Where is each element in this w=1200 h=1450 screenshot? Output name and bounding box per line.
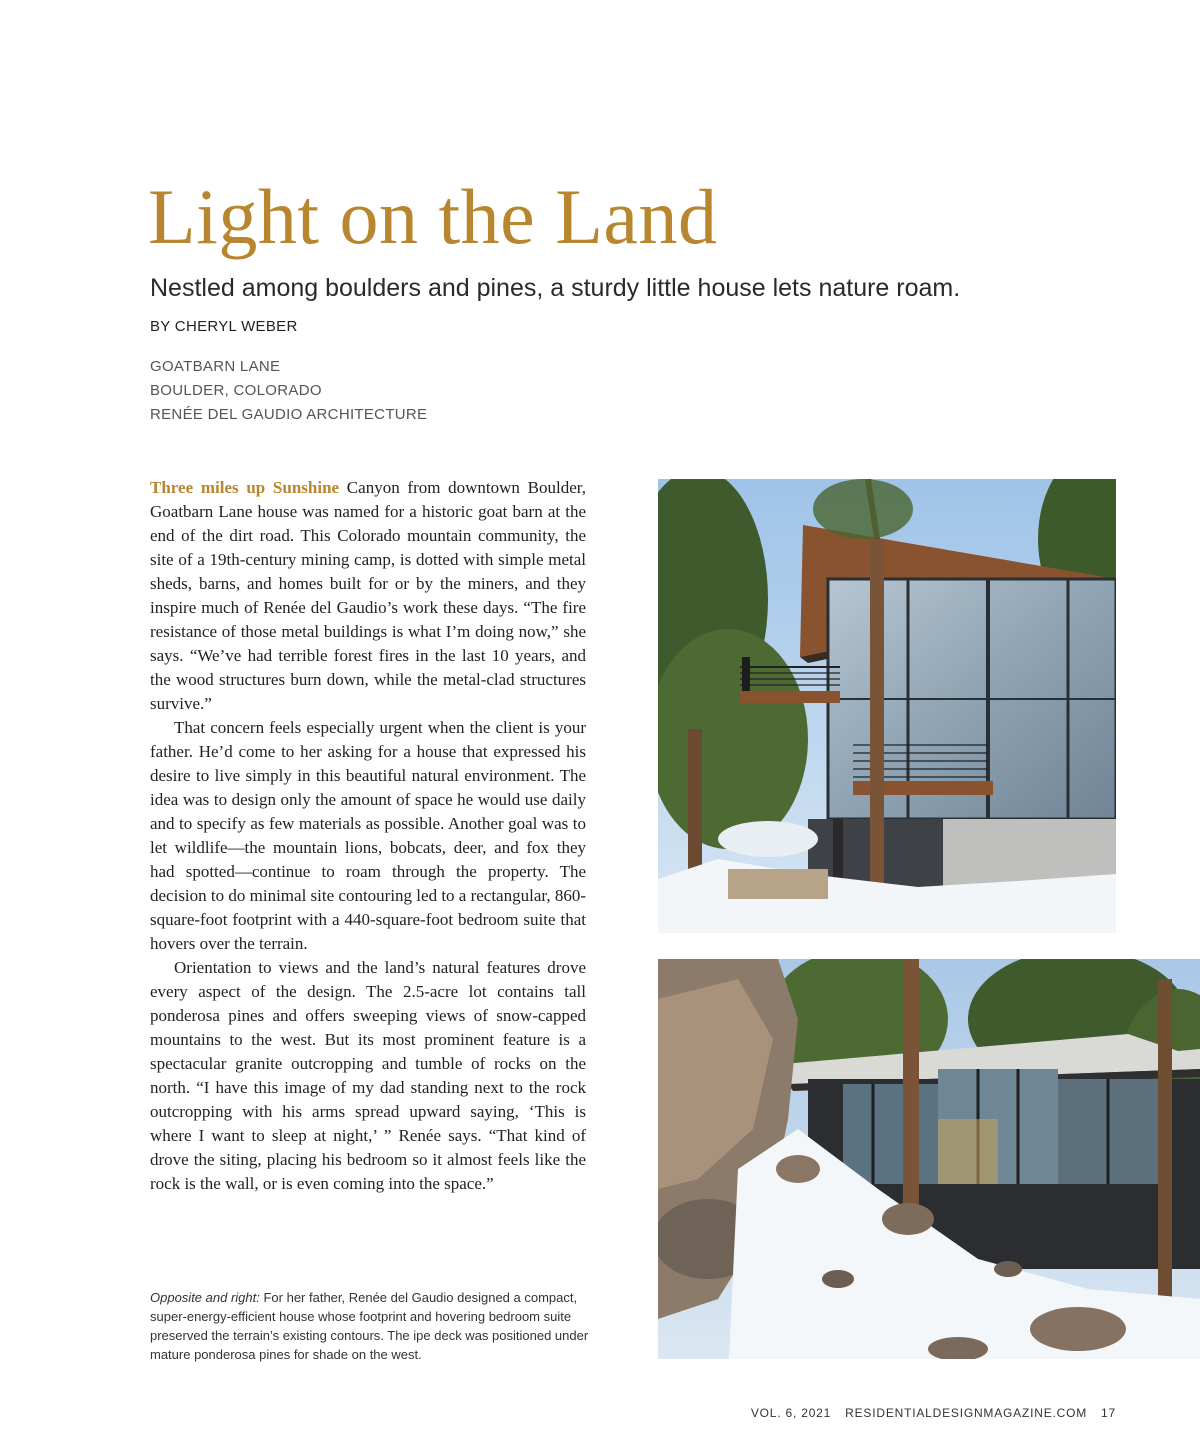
page-number: 17 bbox=[1101, 1406, 1116, 1420]
article-title: Light on the Land bbox=[148, 173, 718, 260]
project-location: BOULDER, COLORADO bbox=[150, 382, 322, 399]
footer-website: RESIDENTIALDESIGNMAGAZINE.COM bbox=[845, 1406, 1088, 1420]
house-rock-outcrop-photo bbox=[658, 959, 1200, 1359]
photo-caption bbox=[150, 1288, 590, 1364]
project-info bbox=[150, 355, 427, 427]
article-body bbox=[150, 476, 586, 1196]
lead-in: Three miles up Sunshine bbox=[150, 478, 340, 497]
caption-text: For her father, Renée del Gaudio designed a compact, super-energy-efficient house whose footprint and hovering bedroom suite preserved the terrain’s existing contours. The ipe deck was positioned under mature ponderosa pines for shade on the west. bbox=[150, 1290, 589, 1362]
footer-volume: VOL. 6, 2021 bbox=[750, 1406, 832, 1420]
project-architect: RENÉE DEL GAUDIO ARCHITECTURE bbox=[150, 406, 428, 423]
body-paragraph: Orientation to views and the land’s natural features drove every aspect of the design. The 2.5-acre lot contains tall ponderosa pines and offers sweeping views of snow-capped mountains to the west. But its most prominent feature is a spectacular granite outcropping and tumble of rocks on the north. “I have this image of my dad standing next to the rock outcropping with his arms spread upward saying, ‘This is where I want to sleep at night,’ ” Renée says. “That kind of drove the siting, placing his bedroom so it almost feels like the rock is the wall, or is even coming into the space.” bbox=[150, 958, 586, 1193]
caption-lead: Opposite and right: bbox=[150, 1290, 260, 1305]
body-paragraph: That concern feels especially urgent when the client is your father. He’d come to her asking for a house that expressed his desire to live simply in this beautiful natural environment. The idea was to design only the amount of space he would use daily and to specify as few materials as possible. Another goal was to let wildlife—the mountain lions, bobcats, deer, and fox they had spotted—continue to roam through the property. The decision to do minimal site contouring led to a rectangular, 860-square-foot footprint with a 440-square-foot bedroom suite that hovers over the terrain. bbox=[150, 718, 587, 953]
project-name: GOATBARN LANE bbox=[150, 358, 281, 375]
body-paragraph bbox=[150, 476, 586, 716]
house-exterior-photo bbox=[658, 479, 1116, 933]
paragraph-text: Canyon from downtown Boulder, Goatbarn Lane house was named for a historic goat barn at the end of the dirt road. This Colorado mountain community, the site of a 19th-century mining camp, is dotted with simple metal sheds, barns, and homes built for or by the miners, and they inspire much of Renée del Gaudio’s work these days. “The fire resistance of those metal buildings is what I’m doing now,” she says. “We’ve had terrible forest fires in the last 10 years, and the wood structures burn down, while the metal-clad structures survive.” bbox=[150, 478, 586, 713]
page-footer bbox=[751, 1406, 1116, 1420]
article-subtitle: Nestled among boulders and pines, a sturdy little house lets nature roam. bbox=[150, 274, 961, 302]
byline: BY CHERYL WEBER bbox=[150, 318, 298, 335]
